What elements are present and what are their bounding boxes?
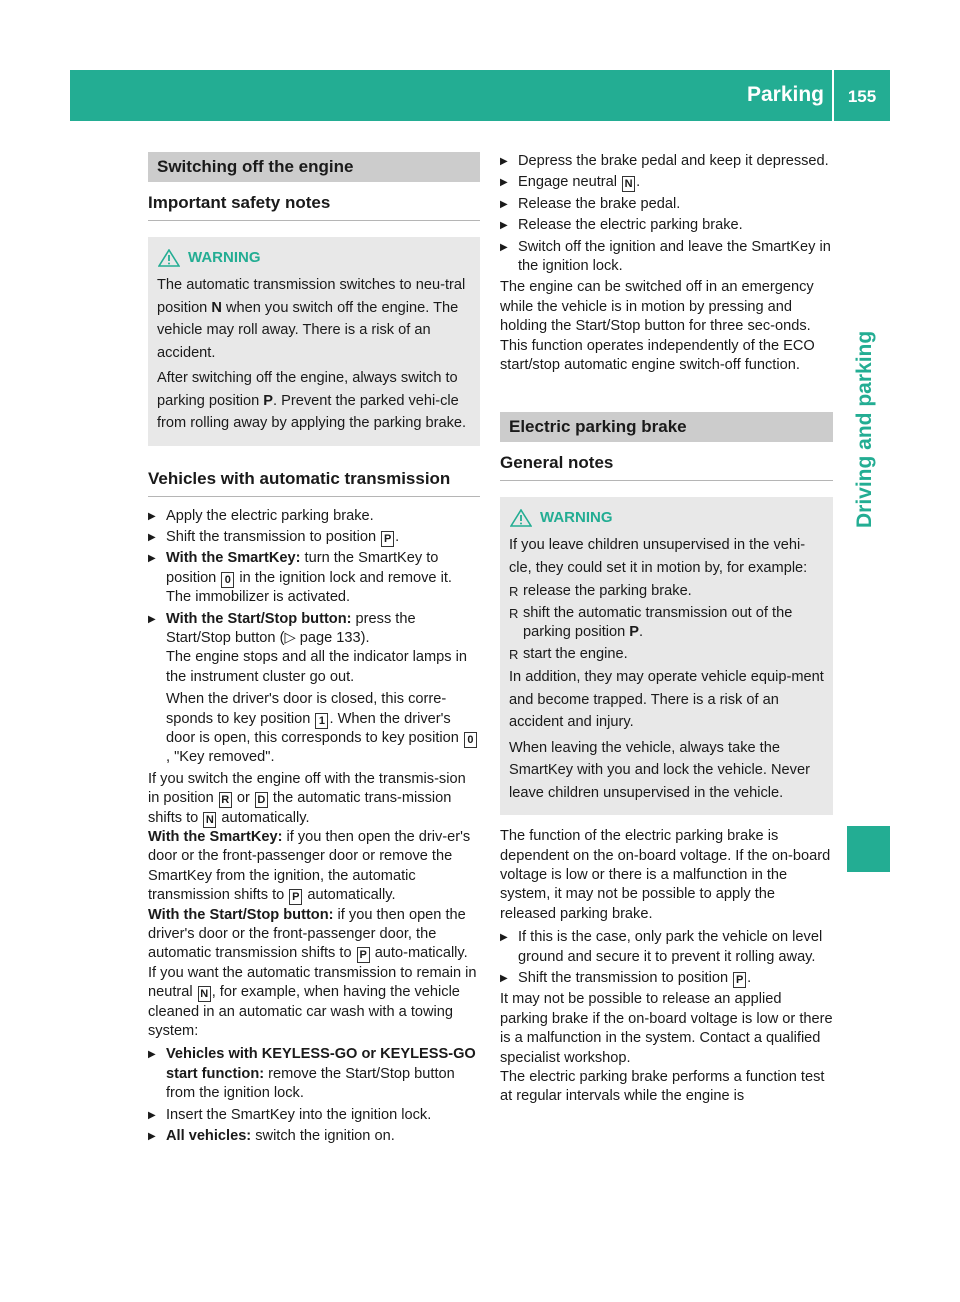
instruction-step: ▶ All vehicles: switch the ignition on. <box>148 1127 480 1146</box>
page-number: 155 <box>847 87 877 106</box>
step-arrow-icon: ▶ <box>148 1049 156 1061</box>
instruction-step: ▶ If this is the case, only park the vehicle on level ground and secure it to prevent it rolling away. <box>500 928 833 967</box>
bullet-item: R start the engine. <box>509 645 824 664</box>
instruction-step: ▶ Apply the electric parking brake. <box>148 507 480 526</box>
page-reference[interactable]: ▷ page 133 <box>284 629 361 646</box>
bullet-item: R release the parking brake. <box>509 582 824 601</box>
instruction-step: ▶ Depress the brake pedal and keep it depressed. <box>500 152 833 171</box>
section-title-parking-brake: Electric parking brake <box>500 412 833 442</box>
warning-text: The automatic transmission switches to neu-tral position N when you switch off the engine. The vehicle may roll away. There is a risk of an accident. <box>157 277 466 361</box>
instruction-step: ▶ Engage neutral N . <box>500 173 833 192</box>
warning-box <box>500 497 833 815</box>
body-paragraph: The function of the electric parking brake is dependent on the on-board voltage. If the on-board voltage is low or there is a malfunction in the system, it may not be possible to apply the released parking brake. <box>500 828 831 922</box>
instruction-step: ▶ Shift the transmission to position P . <box>148 528 480 547</box>
key-r-symbol: R <box>219 792 232 808</box>
key-p-symbol: P <box>357 947 370 963</box>
warning-title: WARNING <box>540 509 613 527</box>
step-arrow-icon: ▶ <box>500 156 508 167</box>
body-paragraph: If you want the automatic transmission to remain in neutral N , for example, when having the vehicle cleaned in an automatic car wash with a towing system: <box>148 964 477 1040</box>
side-tab-label: Driving and parking <box>853 330 876 528</box>
instruction-step: ▶ With the Start/Stop button: press the Start/Stop button (▷ page 133). The engine stops and all the indicator lamps in the instrument cluster go out. When the driver's door is closed, this corre-sponds to key position 1 . When the driver's door is open, this corresponds to key position 0, "Key removed". <box>148 610 480 768</box>
key-p-symbol: P <box>289 889 302 905</box>
warning-text: If you leave children unsupervised in the vehi-cle, they could set it in motion by, for example: <box>509 537 808 576</box>
step-arrow-icon: ▶ <box>500 220 508 232</box>
left-column <box>148 152 480 1149</box>
step-arrow-icon: ▶ <box>500 972 508 984</box>
subhead-general-notes: General notes <box>500 452 833 481</box>
key-n-symbol: N <box>622 176 635 192</box>
subhead-safety-notes: Important safety notes <box>148 192 480 221</box>
bullet-r-icon: R <box>509 584 519 600</box>
subhead-automatic-transmission: Vehicles with automatic transmission <box>148 468 480 497</box>
key-p-symbol: P <box>381 531 394 547</box>
key-0-symbol: 0 <box>464 732 477 748</box>
instruction-step: ▶ Vehicles with KEYLESS-GO or KEYLESS-GO start function: remove the Start/Stop button from the ignition lock. <box>148 1045 480 1103</box>
step-arrow-icon: ▶ <box>500 241 508 253</box>
step-arrow-icon: ▶ <box>148 531 156 543</box>
instruction-step: ▶ Insert the SmartKey into the ignition lock. <box>148 1106 480 1125</box>
step-arrow-icon: ▶ <box>148 1131 156 1143</box>
key-1-symbol: 1 <box>315 713 328 729</box>
body-paragraph: It may not be possible to release an applied parking brake if the on-board voltage is low or there is a malfunction in the system. Contact a qualified specialist workshop. <box>500 991 833 1066</box>
step-arrow-icon: ▶ <box>148 510 156 522</box>
key-p-symbol: P <box>733 972 746 988</box>
instruction-step: ▶ Switch off the ignition and leave the SmartKey in the ignition lock. <box>500 238 833 277</box>
warning-text: In addition, they may operate vehicle equip-ment and become trapped. There is a risk of an accident and injury. <box>509 669 824 731</box>
step-arrow-icon: ▶ <box>500 932 508 944</box>
instruction-step: ▶ Release the electric parking brake. <box>500 216 833 235</box>
side-tab-block <box>847 826 890 872</box>
body-paragraph: If you switch the engine off with the transmis-sion in position R or D the automatic trans-mission shifts to N automatically. <box>148 770 466 826</box>
warning-triangle-icon <box>158 249 180 267</box>
step-arrow-icon: ▶ <box>500 177 508 189</box>
chapter-title: Parking <box>746 83 824 106</box>
warning-title: WARNING <box>188 249 261 266</box>
step-arrow-icon: ▶ <box>148 613 156 625</box>
step-arrow-icon: ▶ <box>500 198 508 210</box>
warning-text: After switching off the engine, always switch to parking position P. Prevent the parked vehi-cle from rolling away by applying the parking brake. <box>157 370 467 431</box>
warning-heading <box>158 248 471 268</box>
warning-text: When leaving the vehicle, always take the SmartKey with you and lock the vehicle. Never leave children unsupervised in the vehicle. <box>509 739 810 801</box>
warning-heading <box>510 508 824 528</box>
step-arrow-icon: ▶ <box>148 553 156 565</box>
bullet-item: R shift the automatic transmission out of the parking position P. <box>509 604 824 643</box>
body-paragraph: The electric parking brake performs a function test at regular intervals while the engine is <box>500 1068 825 1105</box>
warning-box <box>148 237 480 446</box>
key-d-symbol: D <box>255 792 268 808</box>
instruction-step: ▶ With the SmartKey: turn the SmartKey to position 0 in the ignition lock and remove it. The immobilizer is activated. <box>148 549 480 607</box>
bullet-r-icon: R <box>509 646 519 662</box>
instruction-step: ▶ Shift the transmission to position P . <box>500 969 833 988</box>
step-arrow-icon: ▶ <box>148 1109 156 1121</box>
key-n-symbol: N <box>203 812 216 828</box>
section-title-switching-off: Switching off the engine <box>148 152 480 182</box>
key-0-symbol: 0 <box>221 572 234 588</box>
warning-triangle-icon <box>510 509 532 527</box>
body-paragraph: With the SmartKey: if you then open the driv-er's door or the front-passenger door or remove the SmartKey from the ignition, the automatic transmission shifts to P automatically. <box>148 829 471 904</box>
key-n-symbol: N <box>198 986 211 1002</box>
body-paragraph: The engine can be switched off in an emergency while the vehicle is in motion by pressing and holding the Start/Stop button for three sec-onds. This function operates independently of the ECO start/stop automatic engine switch-off function. <box>500 279 815 374</box>
body-paragraph: With the Start/Stop button: if you then open the driver's door or the front-passenger door, the automatic transmission shifts to P auto-matically. <box>148 906 468 962</box>
instruction-step: ▶ Release the brake pedal. <box>500 195 833 214</box>
right-column <box>500 152 833 1107</box>
bullet-r-icon: R <box>509 605 519 621</box>
